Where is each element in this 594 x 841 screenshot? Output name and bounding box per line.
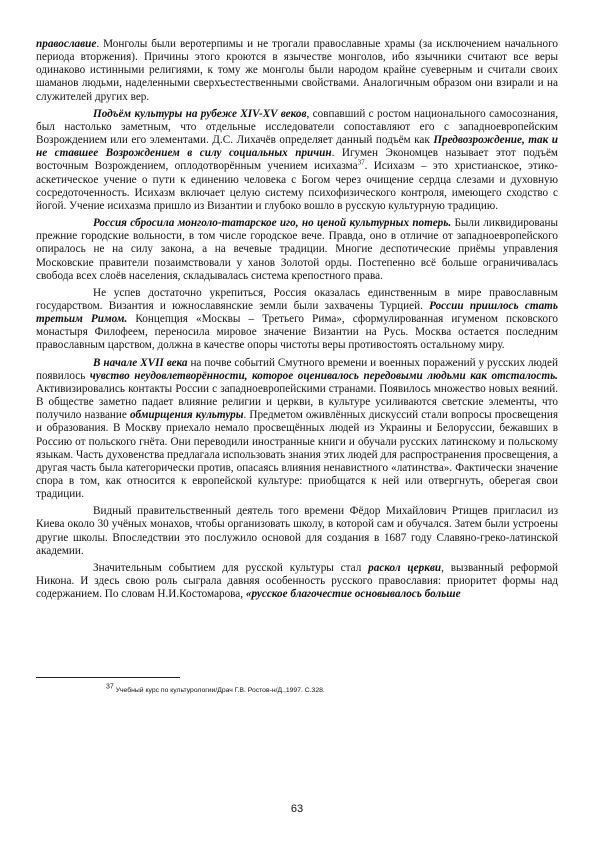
paragraph	[36, 38, 558, 104]
text-run: Активизировались контакты России с западноевропейскими странами. Появилось множество новых веяний. В обществе заметно падает влияние религии и церкви, в культуре усиливаются светские элементы, что получило название	[36, 382, 558, 422]
body-text	[36, 38, 558, 605]
emphasis-text: «русское благочестие основывалось больше	[245, 588, 461, 601]
emphasis-text: обмирщения культуры	[129, 409, 244, 422]
footnote-number: 37	[106, 683, 114, 691]
paragraph	[36, 562, 558, 601]
text-run: . Предметом оживлённых дискуссий стали вопросы просвещения и образования. В Москву приехало немало просвещённых людей из Украины и Белоруссии, бежавших в Россию от польского гнёта. Они переводили иностранные книги и обучали русских латинскому и польскому языкам. Часть духовенства предлагала использовать знания этих людей для распространения просвещения, а другая часть была категорически против, опасаясь влияния ненавистного «латинства». Фактически значение спора в том, как относится к европейской культуре: приобщатся к ней или отвергнуть, оберегая свои традиции.	[36, 409, 559, 501]
paragraph	[36, 505, 558, 558]
text-run: . Игумен Экономцев называет этот подъём восточным Возрождением, оплодотворённым учением исихазма	[36, 147, 558, 173]
footnote	[106, 683, 325, 694]
text-run: . Монголы были веротерпимы и не трогали православные храмы (за исключением начального периода вторжения). Причины этого кроются в язычестве монголов, ибо язычники считают все веры одинаково истинными религиями, к тому же монголы были народом крайне суеверным и считали своих шаманов людьми, наделенными сверхъестественными свойствами. Аналогичным образом они взирали и на служителей других вер.	[36, 38, 558, 103]
emphasis-text: Подъём культуры на рубеже XIV-XV веков	[93, 107, 307, 120]
emphasis-text: России пришлось стать третьим Римом.	[36, 299, 558, 326]
text-run: Значительным событием для русской культуры стал	[93, 561, 369, 574]
paragraph	[36, 357, 558, 502]
text-run: , вызванный реформой Никона. И здесь свою роль сыграла давняя особенность русского православия: приоритет формы над содержанием. По словам Н.И.Костомарова,	[36, 561, 558, 601]
footnote-separator	[36, 677, 180, 678]
emphasis-text: раскол церкви	[368, 561, 442, 574]
footnote-reference: 37	[357, 158, 365, 167]
footnote-text: Учебный курс по культурологии/Драч Г.В. Ростов-н/Д.,1997. С.328.	[115, 687, 325, 694]
emphasis-text: Предвозрождение, так и не ставшее Возрождением в силу социальных причин	[36, 134, 558, 160]
text-run: Видный правительственный деятель того времени Фёдор Михайлович Ртищев пригласил из Киева около 30 учёных монахов, чтобы организовать школу, в которой сам и обучался. Затем были устроены другие школы. Впоследствии это послужило основой для создания в 1687 году Славяно-греко-латинской академии.	[36, 505, 558, 557]
text-run: Не успев достаточно укрепиться, Россия оказалась единственным в мире православным государством. Византия и южнославянские земли были захвачены Турцией.	[36, 286, 558, 312]
text-run: на почве событий Смутного времени и военных поражений у русских людей появилось	[36, 356, 558, 382]
text-run: . Исихазм – это христианское, этико-аскетическое учение о пути к единению человека с Богом через очищение сердца слезами и духовную сосредоточенность. Исихазм включает целую систему психофизического контроля, имеющего сходство с йогой. Учение исихазма пришло из Византии и глубоко вошло в русскую культурную традицию.	[36, 160, 558, 212]
emphasis-text: Россия сбросила монголо-татарское иго, но ценой культурных потерь.	[93, 217, 452, 230]
paragraph	[36, 217, 558, 283]
text-run: Были ликвидированы прежние городские вольности, в том числе городское вече. Правда, оно в отличие от западноевропейского опиралось не на силу закона, а на вечевые традиции. Многие деспотические приёмы управления Московские правители позаимствовали у ханов Золотой орды. Постепенно всё больше ограничивалась свобода всех слоёв населения, складывалась система крепостного права.	[36, 217, 558, 282]
paragraph	[36, 287, 558, 353]
emphasis-text: В начале XVII века	[93, 356, 188, 369]
emphasis-text: чувство неудовлетворённости, которое оценивалось передовыми людьми как отсталость.	[89, 369, 558, 382]
page-number: 63	[290, 803, 304, 815]
emphasis-text: православие	[36, 38, 97, 50]
text-run: , совпавший с ростом национального самосознания, был настолько заметным, что отдельные исследователи сопоставляют его с западноевропейским Возрождением или его элементами. Д.С. Лихачёв определяет данный подъём как	[36, 107, 559, 147]
text-run: Концепция «Москвы – Третьего Рима», сформулированная игуменом псковского монастыря Филофеем, переносила мировое значение Византии на Русь. Москва остается последним православным царством, должна в качестве опоры чистоты веры противостоять остальному миру.	[36, 313, 558, 352]
paragraph	[36, 108, 558, 213]
